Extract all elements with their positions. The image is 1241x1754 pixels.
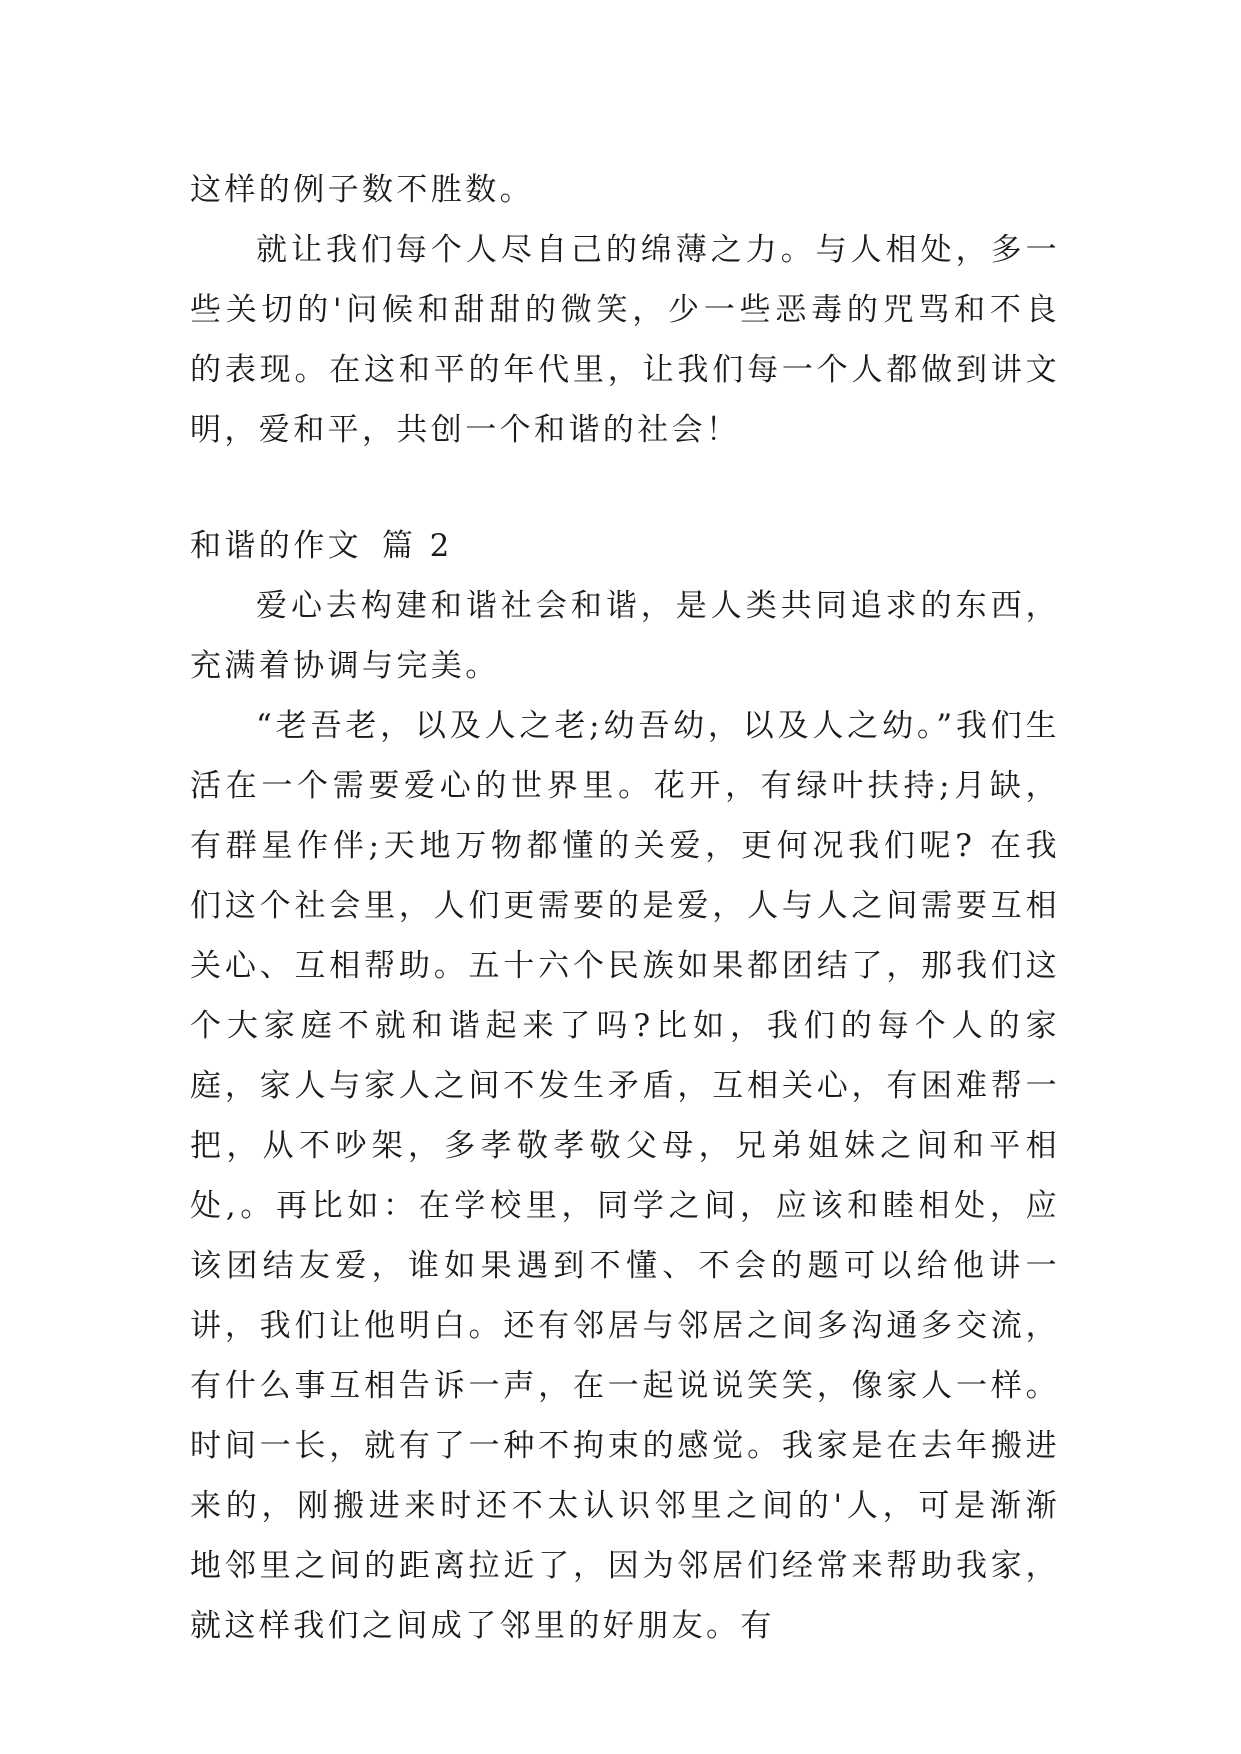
paragraph-body: “老吾老，以及人之老;幼吾幼，以及人之幼。”我们生活在一个需要爱心的世界里。花开，有绿叶扶持;月缺，有群星作伴;天地万物都懂的关爱，更何况我们呢? 在我们这个社会里，人们更需要的是爱，人与人之间需要互相关心、互相帮助。五十六个民族如果都团结了，那我们这个大家庭不就和谐起来了吗?比如，我们的每个人的家庭，家人与家人之间不发生矛盾，互相关心，有困难帮一把，从不吵架，多孝敬孝敬父母，兄弟姐妹之间和平相处,。再比如：在学校里，同学之间，应该和睦相处，应该团结友爱，谁如果遇到不懂、不会的题可以给他讲一讲，我们让他明白。还有邻居与邻居之间多沟通多交流，有什么事互相告诉一声，在一起说说笑笑，像家人一样。时间一长，就有了一种不拘束的感觉。我家是在去年搬进来的，刚搬进来时还不太认识邻里之间的'人，可是渐渐地邻里之间的距离拉近了，因为邻居们经常来帮助我家，就这样我们之间成了邻里的好朋友。有: [190, 708, 1060, 1644]
section-part-label: 篇 2: [382, 528, 453, 564]
paragraph-continuation: 这样的例子数不胜数。: [190, 172, 534, 208]
section-title: 和谐的作文: [190, 528, 362, 564]
section-heading: [190, 516, 1060, 576]
document-page: [190, 160, 1060, 1656]
paragraph-intro: 爱心去构建和谐社会和谐，是人类共同追求的东西，充满着协调与完美。: [190, 588, 1060, 684]
paragraph-conclusion: 就让我们每个人尽自己的绵薄之力。与人相处，多一些关切的'问候和甜甜的微笑，少一些恶毒的咒骂和不良的表现。在这和平的年代里，让我们每一个人都做到讲文明，爱和平，共创一个和谐的社会！: [190, 232, 1060, 448]
